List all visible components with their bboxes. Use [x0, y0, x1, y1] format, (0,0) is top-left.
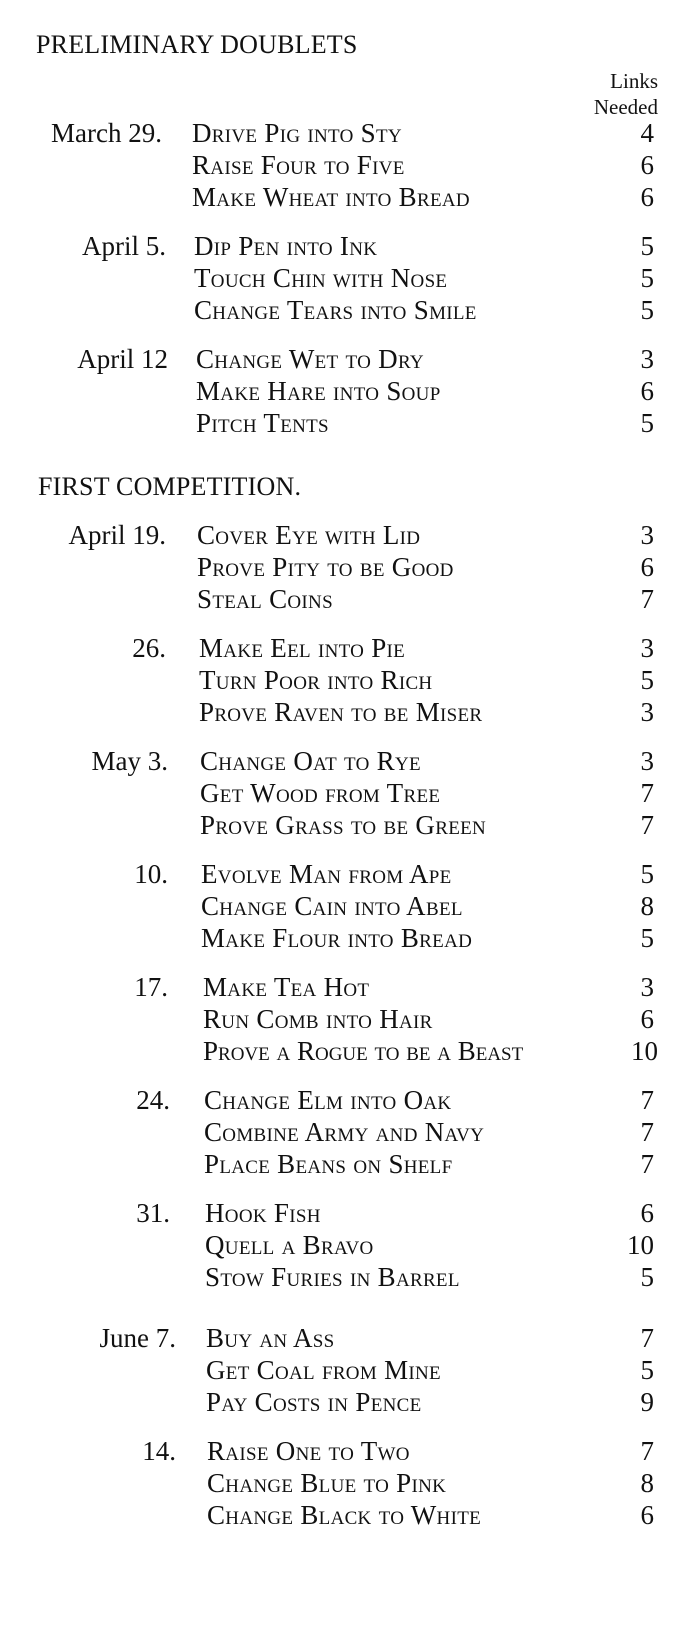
links-count: 10 [631, 1036, 658, 1066]
puzzle-text: Drive Pig into Sty [192, 118, 402, 148]
puzzle-row [203, 971, 700, 1003]
puzzle-text: Make Flour into Bread [201, 923, 473, 953]
links-count: 6 [640, 1198, 654, 1228]
links-count: 6 [640, 552, 654, 582]
links-count: 6 [640, 1500, 654, 1530]
puzzle-row [200, 809, 700, 841]
puzzle-text: Place Beans on Shelf [204, 1149, 453, 1179]
links-count: 7 [640, 778, 654, 808]
links-count: 5 [640, 665, 654, 695]
links-count: 7 [640, 810, 654, 840]
puzzle-text: Make Hare into Soup [196, 376, 441, 406]
puzzle-row [207, 1435, 700, 1467]
group-date: March 29. [51, 118, 162, 148]
links-count: 5 [640, 923, 654, 953]
group-date: April 5. [82, 231, 166, 261]
links-header-line-2: Needed [593, 95, 658, 119]
puzzle-text: Get Coal from Mine [206, 1355, 441, 1385]
puzzle-text: Change Black to White [207, 1500, 482, 1530]
puzzle-row [197, 519, 700, 551]
puzzle-row [205, 1229, 700, 1261]
puzzle-text: Change Tears into Smile [194, 295, 477, 325]
puzzle-row [192, 181, 700, 213]
puzzle-text: Turn Poor into Rich [199, 665, 433, 695]
puzzle-row [194, 294, 700, 326]
puzzle-text: Stow Furies in Barrel [205, 1262, 460, 1292]
puzzle-row [203, 1035, 700, 1067]
puzzle-text: Raise One to Two [207, 1436, 410, 1466]
links-count: 3 [640, 697, 654, 727]
puzzle-row [192, 117, 700, 149]
puzzle-text: Pay Costs in Pence [206, 1387, 422, 1417]
puzzle-text: Run Comb into Hair [203, 1004, 433, 1034]
puzzle-row [205, 1261, 700, 1293]
links-count: 3 [640, 344, 654, 374]
puzzle-text: Touch Chin with Nose [194, 263, 448, 293]
puzzle-text: Hook Fish [205, 1198, 321, 1228]
puzzle-text: Change Blue to Pink [207, 1468, 447, 1498]
puzzle-text: Quell a Bravo [205, 1230, 374, 1260]
group-date: May 3. [91, 746, 168, 776]
puzzle-row [203, 1003, 700, 1035]
puzzle-text: Evolve Man from Ape [201, 859, 452, 889]
links-count: 6 [640, 182, 654, 212]
group-date: 10. [134, 859, 168, 889]
puzzle-row [204, 1148, 700, 1180]
group-date: 31. [136, 1198, 170, 1228]
links-count: 6 [640, 150, 654, 180]
puzzle-text: Steal Coins [197, 584, 333, 614]
links-count: 6 [640, 1004, 654, 1034]
links-header-line-1: Links [610, 69, 658, 93]
puzzle-row [194, 230, 700, 262]
puzzle-row [192, 149, 700, 181]
puzzle-text: Change Wet to Dry [196, 344, 424, 374]
links-count: 3 [640, 633, 654, 663]
puzzle-text: Combine Army and Navy [204, 1117, 485, 1147]
puzzle-row [201, 890, 700, 922]
puzzle-row [204, 1084, 700, 1116]
links-count: 5 [640, 263, 654, 293]
puzzle-text: Make Eel into Pie [199, 633, 406, 663]
links-count: 5 [640, 295, 654, 325]
puzzle-text: Change Oat to Rye [200, 746, 421, 776]
puzzle-row [197, 583, 700, 615]
links-count: 7 [640, 1149, 654, 1179]
group-date: 24. [136, 1085, 170, 1115]
section-title-first-competition: FIRST COMPETITION. [38, 472, 302, 501]
links-count: 3 [640, 972, 654, 1002]
links-count: 5 [640, 408, 654, 438]
puzzle-row [206, 1354, 700, 1386]
puzzle-row [200, 745, 700, 777]
links-count: 8 [640, 1468, 654, 1498]
puzzle-text: Change Elm into Oak [204, 1085, 452, 1115]
puzzle-row [196, 407, 700, 439]
puzzle-text: Prove Pity to be Good [197, 552, 454, 582]
puzzle-row [204, 1116, 700, 1148]
group-date: June 7. [99, 1323, 176, 1353]
links-count: 7 [640, 584, 654, 614]
puzzle-row [199, 696, 700, 728]
puzzle-text: Make Wheat into Bread [192, 182, 470, 212]
group-date: 17. [134, 972, 168, 1002]
links-count: 9 [640, 1387, 654, 1417]
puzzle-text: Make Tea Hot [203, 972, 370, 1002]
puzzle-text: Raise Four to Five [192, 150, 405, 180]
puzzle-text: Pitch Tents [196, 408, 329, 438]
group-date: 14. [142, 1436, 176, 1466]
links-needed-header [568, 68, 658, 120]
puzzle-row [200, 777, 700, 809]
puzzle-row [199, 664, 700, 696]
section-title-preliminary: PRELIMINARY DOUBLETS [36, 30, 358, 59]
links-count: 5 [640, 1355, 654, 1385]
links-count: 8 [640, 891, 654, 921]
puzzle-text: Change Cain into Abel [201, 891, 463, 921]
puzzle-row [197, 551, 700, 583]
links-count: 6 [640, 376, 654, 406]
links-count: 7 [640, 1117, 654, 1147]
puzzle-text: Prove Grass to be Green [200, 810, 487, 840]
puzzle-row [196, 375, 700, 407]
puzzle-text: Dip Pen into Ink [194, 231, 378, 261]
puzzle-row [201, 858, 700, 890]
puzzle-row [205, 1197, 700, 1229]
links-count: 5 [640, 1262, 654, 1292]
group-date: 26. [132, 633, 166, 663]
group-date: April 12 [77, 344, 168, 374]
puzzle-text: Get Wood from Tree [200, 778, 441, 808]
links-count: 5 [640, 859, 654, 889]
links-count: 5 [640, 231, 654, 261]
puzzle-text: Cover Eye with Lid [197, 520, 421, 550]
links-count: 3 [640, 746, 654, 776]
puzzle-row [207, 1467, 700, 1499]
puzzle-row [207, 1499, 700, 1531]
puzzle-row [199, 632, 700, 664]
puzzle-row [196, 343, 700, 375]
puzzle-row [201, 922, 700, 954]
links-count: 4 [640, 118, 654, 148]
links-count: 3 [640, 520, 654, 550]
links-count: 7 [640, 1436, 654, 1466]
links-count: 10 [627, 1230, 654, 1260]
puzzle-text: Prove Raven to be Miser [199, 697, 483, 727]
puzzle-text: Prove a Rogue to be a Beast [203, 1036, 524, 1066]
puzzle-row [206, 1386, 700, 1418]
links-count: 7 [640, 1085, 654, 1115]
group-date: April 19. [68, 520, 166, 550]
puzzle-row [206, 1322, 700, 1354]
links-count: 7 [640, 1323, 654, 1353]
puzzle-row [194, 262, 700, 294]
puzzle-text: Buy an Ass [206, 1323, 335, 1353]
